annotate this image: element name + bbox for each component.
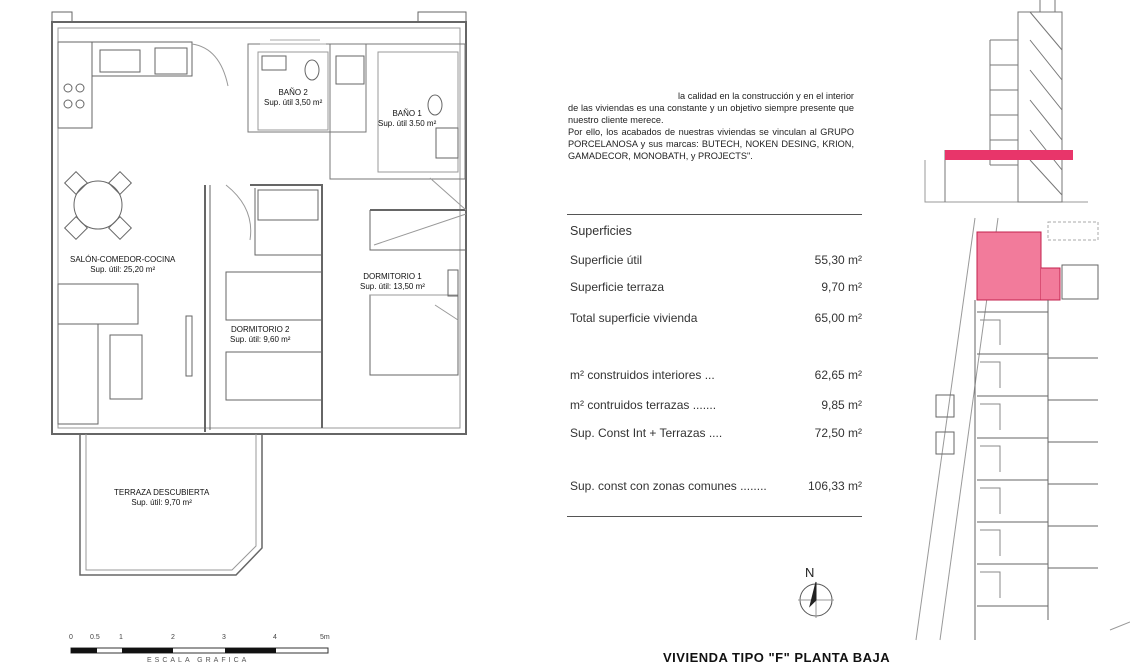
room-label-terraza — [114, 488, 209, 508]
area-label: Superficie terraza — [570, 280, 665, 294]
room-area: Sup. útil 3,50 m² — [264, 98, 323, 107]
scale-bar — [71, 648, 328, 653]
area-label: Superficie útil — [570, 253, 643, 267]
intro-paragraph-2: Por ello, los acabados de nuestras viviendas se vinculan al GRUPO PORCELANOSA y sus marcas: BUTECH, NOKEN DESING, KRION, GAMADECOR, MONOBATH, y PROJECTS". — [568, 127, 854, 161]
room-name: SALÓN-COMEDOR-COCINA — [70, 255, 176, 264]
area-value: 72,50 m² — [814, 426, 862, 440]
area-value: 9,85 m² — [821, 398, 862, 412]
room-area: Sup. útil: 13,50 m² — [360, 282, 425, 291]
room-name: BAÑO 2 — [278, 88, 308, 97]
area-label: m² contruidos terrazas ....... — [570, 398, 717, 412]
sofa — [58, 284, 138, 324]
divider-bottom — [567, 516, 862, 517]
north-arrow-icon — [798, 582, 834, 618]
north-label: N — [805, 565, 815, 580]
area-label: Sup. const con zonas comunes ........ — [570, 479, 767, 493]
sink-1 — [436, 128, 458, 158]
room-label-dorm1 — [360, 272, 425, 292]
intro-text — [568, 90, 854, 162]
area-value: 106,33 m² — [807, 479, 862, 493]
bed-dorm2-top — [226, 272, 322, 320]
scale-tick: 5m — [320, 634, 330, 641]
room-name: BAÑO 1 — [392, 109, 422, 118]
kitchen-sink — [100, 50, 140, 72]
intro-paragraph-1: la calidad en la construcción y en el interior de las viviendas es una constante y un objetivo siempre presente que nuestro cliente merece. — [568, 91, 854, 125]
room-label-dorm2 — [230, 325, 290, 345]
page-title: VIVIENDA TIPO "F" PLANTA BAJA — [663, 650, 891, 665]
sink-2 — [262, 56, 286, 70]
coffee-table — [110, 335, 142, 399]
scale-tick: 4 — [273, 634, 277, 641]
room-area: Sup. útil: 9,60 m² — [230, 335, 291, 344]
building-elevation — [925, 0, 1088, 202]
scale-tick: 0 — [69, 634, 73, 641]
divider-top — [567, 214, 862, 215]
toilet-2 — [305, 60, 319, 80]
area-label: Sup. Const Int + Terrazas .... — [570, 426, 723, 440]
scale-tick: 0.5 — [90, 634, 100, 641]
room-label-salon — [70, 255, 175, 275]
scale-tick: 1 — [119, 634, 123, 641]
room-name: TERRAZA DESCUBIERTA — [114, 488, 210, 497]
area-value: 9,70 m² — [821, 280, 862, 294]
areas-title: Superficies — [570, 224, 632, 238]
unit-highlight — [977, 232, 1041, 300]
bed-dorm2-bottom — [226, 352, 322, 400]
scale-tick: 3 — [222, 634, 226, 641]
scale-tick: 2 — [171, 634, 175, 641]
area-value: 65,00 m² — [814, 311, 862, 325]
room-label-bano2 — [264, 88, 322, 108]
room-name: DORMITORIO 1 — [363, 272, 422, 281]
area-label: m² construidos interiores ... — [570, 368, 715, 382]
shower-2 — [336, 56, 364, 84]
area-value: 62,65 m² — [814, 368, 862, 382]
area-label: Total superficie vivienda — [570, 311, 698, 325]
scale-caption: ESCALA GRAFICA — [147, 657, 250, 664]
key-plan — [916, 218, 1130, 640]
floor-highlight-bar — [945, 150, 1073, 160]
room-area: Sup. útil: 9,70 m² — [131, 498, 192, 507]
room-name: DORMITORIO 2 — [230, 325, 290, 334]
room-label-bano1 — [378, 109, 436, 129]
bed-dorm1 — [370, 295, 458, 375]
room-area: Sup. útil 3.50 m² — [378, 119, 437, 128]
apartment-outline — [52, 22, 466, 434]
kitchen-counter — [58, 42, 92, 128]
room-area: Sup. útil: 25,20 m² — [90, 265, 156, 274]
area-value: 55,30 m² — [814, 253, 862, 267]
